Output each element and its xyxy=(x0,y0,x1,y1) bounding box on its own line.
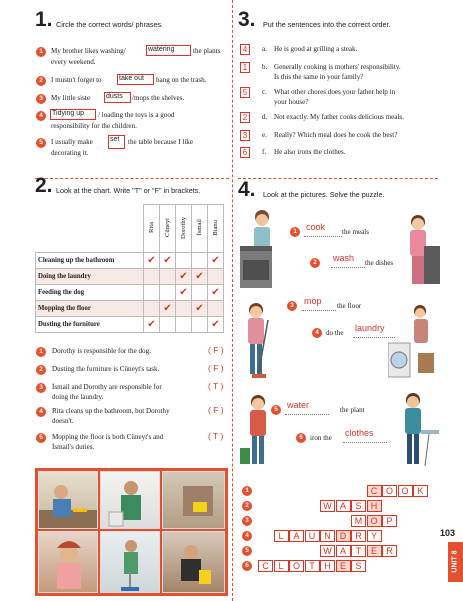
s1-item-text: every weekend. xyxy=(51,58,96,66)
check-mark-icon: ✔ xyxy=(208,317,224,333)
chart-column-header: Rita xyxy=(144,205,160,253)
item-number-badge: 4 xyxy=(36,407,46,417)
chart-cell xyxy=(160,317,176,333)
photo-girl-cleaning xyxy=(38,531,98,593)
s1-item-text: My little siste xyxy=(51,94,91,102)
puzzle-cell[interactable]: W xyxy=(320,545,335,557)
clue-answer[interactable]: wash xyxy=(333,253,355,263)
clue-number-badge: 5 xyxy=(271,405,281,415)
chart-cell xyxy=(160,285,176,301)
order-box[interactable]: 4 xyxy=(240,44,250,55)
s1-item-text: responsibility for the children. xyxy=(51,122,137,130)
puzzle-cell[interactable]: W xyxy=(320,500,335,512)
section-4-number: 4. xyxy=(238,178,256,201)
check-mark-icon: ✔ xyxy=(176,285,192,301)
chart-cell xyxy=(144,269,160,285)
puzzle-cell[interactable]: O xyxy=(382,485,397,497)
vertical-divider xyxy=(232,0,233,601)
photo-mopping xyxy=(100,531,160,593)
sentence-letter: e. xyxy=(262,131,267,139)
clue-answer[interactable]: clothes xyxy=(345,428,374,438)
sentence-text: your house? xyxy=(274,98,309,106)
puzzle-cell[interactable]: Y xyxy=(367,530,382,542)
puzzle-cell[interactable]: U xyxy=(305,530,320,542)
photo-wiping xyxy=(162,471,225,529)
stove-icon xyxy=(238,240,274,290)
check-mark-icon: ✔ xyxy=(176,269,192,285)
puzzle-cell[interactable]: A xyxy=(336,500,351,512)
order-box[interactable]: 3 xyxy=(240,130,250,141)
s1-item-text: decorating it. xyxy=(51,149,89,157)
chart-cell xyxy=(208,301,224,317)
chart-cell xyxy=(192,253,208,269)
item-number-badge: 3 xyxy=(36,383,46,393)
chart-row-label: Mopping the floor xyxy=(36,301,144,317)
chart-corner xyxy=(36,205,144,253)
puzzle-cell[interactable]: C xyxy=(367,485,382,497)
man-ironing-illustration xyxy=(395,390,440,470)
unit-tab xyxy=(448,542,463,582)
chart-row xyxy=(36,301,224,317)
chart-cell xyxy=(176,301,192,317)
chart-cell xyxy=(176,317,192,333)
puzzle-cell[interactable]: R xyxy=(382,545,397,557)
s1-item-text: I mustn't forget to xyxy=(51,76,102,84)
clue-text: the floor xyxy=(337,302,362,310)
section-4-title: Look at the pictures. Solve the puzzle. xyxy=(263,190,385,199)
puzzle-cell[interactable]: N xyxy=(320,530,335,542)
chart-cell xyxy=(208,269,224,285)
order-box[interactable]: 2 xyxy=(240,112,250,123)
sentence-text: Is this the same in your family? xyxy=(274,73,364,81)
section-2-number: 2. xyxy=(35,174,53,197)
item-number-badge: 1 xyxy=(36,347,46,357)
check-mark-icon: ✔ xyxy=(160,253,176,269)
order-box[interactable]: 1 xyxy=(240,62,250,73)
s1-item-text: the table because I like xyxy=(128,138,193,146)
s1-item-text: the plants xyxy=(193,47,221,55)
chart-cell xyxy=(144,285,160,301)
s1-item-text: I usually make xyxy=(51,138,93,146)
circled-answer[interactable]: dusts xyxy=(104,92,131,103)
section-3-number: 3. xyxy=(238,8,256,31)
sentence-text: Really? Which meal does he cook the best? xyxy=(274,131,398,139)
page-number: 103 xyxy=(440,528,456,538)
puzzle-cell[interactable]: P xyxy=(382,515,397,527)
puzzle-cell[interactable]: R xyxy=(351,530,366,542)
circled-answer[interactable]: take out xyxy=(117,74,154,85)
clue-number-badge: 4 xyxy=(312,328,322,338)
chart-column-header: Bianu xyxy=(208,205,224,253)
clue-number-badge: 3 xyxy=(287,301,297,311)
statement-text: Mopping the floor is both Cüneyt's and xyxy=(52,433,164,441)
unit-label: UNIT 8 xyxy=(451,550,459,573)
check-mark-icon: ✔ xyxy=(160,301,176,317)
clue-answer[interactable]: water xyxy=(287,400,310,410)
item-number-badge: 3 xyxy=(36,94,46,104)
item-number-badge: 1 xyxy=(36,47,46,57)
puzzle-cell[interactable]: D xyxy=(336,530,351,542)
item-number-badge: 4 xyxy=(36,111,46,121)
puzzle-row-number: 4 xyxy=(242,531,252,541)
chart-cell xyxy=(176,253,192,269)
photo-dusting xyxy=(38,471,98,529)
puzzle-row-number: 3 xyxy=(242,516,252,526)
clue-number-badge: 1 xyxy=(290,227,300,237)
chart-row-label: Doing the laundry xyxy=(36,269,144,285)
chart-row xyxy=(36,269,224,285)
puzzle-cell[interactable]: L xyxy=(274,560,289,572)
puzzle-cell[interactable]: O xyxy=(289,560,304,572)
puzzle-cell[interactable]: L xyxy=(274,530,289,542)
chores-chart xyxy=(35,204,224,333)
chart-column-header: Dorothy xyxy=(176,205,192,253)
woman-mopping-illustration xyxy=(240,300,280,380)
puzzle-row-number: 2 xyxy=(242,501,252,511)
puzzle-row-number: 1 xyxy=(242,486,252,496)
puzzle-cell[interactable]: M xyxy=(351,515,366,527)
section-1-number: 1. xyxy=(35,8,53,31)
puzzle-cell[interactable]: O xyxy=(367,515,382,527)
clue-number-badge: 2 xyxy=(310,258,320,268)
item-number-badge: 5 xyxy=(36,138,46,148)
puzzle-cell[interactable]: H xyxy=(367,500,382,512)
true-false-answer[interactable]: ( F ) xyxy=(208,345,224,355)
sentence-letter: c. xyxy=(262,88,267,96)
statement-text: İsmail's duties. xyxy=(52,443,95,451)
sentence-letter: b. xyxy=(262,63,268,71)
puzzle-cell[interactable]: K xyxy=(413,485,428,497)
puzzle-cell[interactable]: H xyxy=(320,560,335,572)
item-number-badge: 2 xyxy=(36,365,46,375)
clue-text: iron the xyxy=(310,434,332,442)
chart-row xyxy=(36,317,224,333)
s1-item-text: /mops the shelves. xyxy=(132,94,185,102)
girl-watering-illustration xyxy=(240,392,276,472)
sentence-letter: d. xyxy=(262,113,268,121)
statement-text: İsmail and Dorothy are responsible for xyxy=(52,383,162,391)
puzzle-cell[interactable]: A xyxy=(336,545,351,557)
circled-answer[interactable]: Tidying up xyxy=(50,109,96,120)
s1-item-text: My brother likes washing/ xyxy=(51,47,126,55)
chart-row-label: Dusting the furniture xyxy=(36,317,144,333)
woman-washing-illustration xyxy=(400,210,440,288)
chart-column-header: İsmail xyxy=(192,205,208,253)
chart-row-label: Feeding the dog xyxy=(36,285,144,301)
section-divider-left xyxy=(35,178,229,179)
check-mark-icon: ✔ xyxy=(208,285,224,301)
true-false-answer[interactable]: ( F ) xyxy=(208,363,224,373)
clue-number-badge: 6 xyxy=(296,433,306,443)
item-number-badge: 2 xyxy=(36,76,46,86)
clue-text: the meals xyxy=(342,228,369,236)
sentence-text: Not exactly. My father cooks delicious meals. xyxy=(274,113,404,121)
circled-answer[interactable]: watering xyxy=(146,45,191,56)
check-mark-icon: ✔ xyxy=(144,317,160,333)
statement-text: Dorothy is responsible for the dog. xyxy=(52,347,151,355)
item-number-badge: 5 xyxy=(36,433,46,443)
sentence-text: Generally cooking is mothers' responsibility. xyxy=(274,63,401,71)
check-mark-icon: ✔ xyxy=(208,253,224,269)
puzzle-cell[interactable]: T xyxy=(305,560,320,572)
true-false-answer[interactable]: ( T ) xyxy=(208,431,224,441)
sentence-letter: f. xyxy=(262,148,267,156)
clue-text: do the xyxy=(326,329,344,337)
puzzle-cell[interactable]: O xyxy=(398,485,413,497)
statement-text: doesn't. xyxy=(52,417,74,425)
washing-machine-illustration xyxy=(388,303,440,381)
true-false-answer[interactable]: ( F ) xyxy=(208,405,224,415)
true-false-answer[interactable]: ( T ) xyxy=(208,381,224,391)
statement-text: Rita cleans up the bathroom, but Dorothy xyxy=(52,407,170,415)
order-box[interactable]: 6 xyxy=(240,147,250,158)
sentence-text: He also irons the clothes. xyxy=(274,148,346,156)
photo-bathroom-scrub xyxy=(162,531,225,593)
circled-answer[interactable]: set xyxy=(108,135,125,149)
section-3-title: Put the sentences into the correct order. xyxy=(263,20,391,29)
chart-cell xyxy=(144,301,160,317)
sentence-text: What other chores does your father help in xyxy=(274,88,396,96)
clue-answer[interactable]: laundry xyxy=(355,323,385,333)
statement-text: doing the laundry. xyxy=(52,393,104,401)
puzzle-cell[interactable]: T xyxy=(351,545,366,557)
chart-row xyxy=(36,253,224,269)
puzzle-cell[interactable]: A xyxy=(289,530,304,542)
puzzle-cell[interactable]: S xyxy=(351,560,366,572)
s1-item-text: hang on the trash. xyxy=(156,76,207,84)
section-1-title: Circle the correct words/ phrases. xyxy=(56,20,164,29)
puzzle-cell[interactable]: S xyxy=(351,500,366,512)
puzzle-row-number: 6 xyxy=(242,561,252,571)
check-mark-icon: ✔ xyxy=(192,269,208,285)
check-mark-icon: ✔ xyxy=(144,253,160,269)
photo-cleaning-bathroom xyxy=(100,471,160,529)
section-divider-right xyxy=(238,178,438,179)
chart-row-label: Cleaning up the bathroom xyxy=(36,253,144,269)
clue-text: the plant xyxy=(340,406,365,414)
order-box[interactable]: 5 xyxy=(240,87,250,98)
puzzle-row-number: 5 xyxy=(242,546,252,556)
statement-text: Dusting the furniture is Cüneyt's task. xyxy=(52,365,160,373)
section-2-title: Look at the chart. Write "T" or "F" in brackets. xyxy=(56,186,201,195)
sentence-letter: a. xyxy=(262,45,267,53)
chart-column-header: Cüneyt xyxy=(160,205,176,253)
puzzle-cell[interactable]: C xyxy=(258,560,273,572)
check-mark-icon: ✔ xyxy=(192,301,208,317)
s1-item-text: / loading the toys is a good xyxy=(98,111,175,119)
chart-cell xyxy=(192,285,208,301)
chart-cell xyxy=(160,269,176,285)
chart-cell xyxy=(192,317,208,333)
puzzle-cell[interactable]: E xyxy=(367,545,382,557)
sentence-text: He is good at grilling a steak. xyxy=(274,45,358,53)
clue-answer[interactable]: mop xyxy=(304,296,322,306)
clue-text: the dishes xyxy=(365,259,394,267)
clue-answer[interactable]: cook xyxy=(306,222,326,232)
chart-row xyxy=(36,285,224,301)
puzzle-cell[interactable]: E xyxy=(336,560,351,572)
